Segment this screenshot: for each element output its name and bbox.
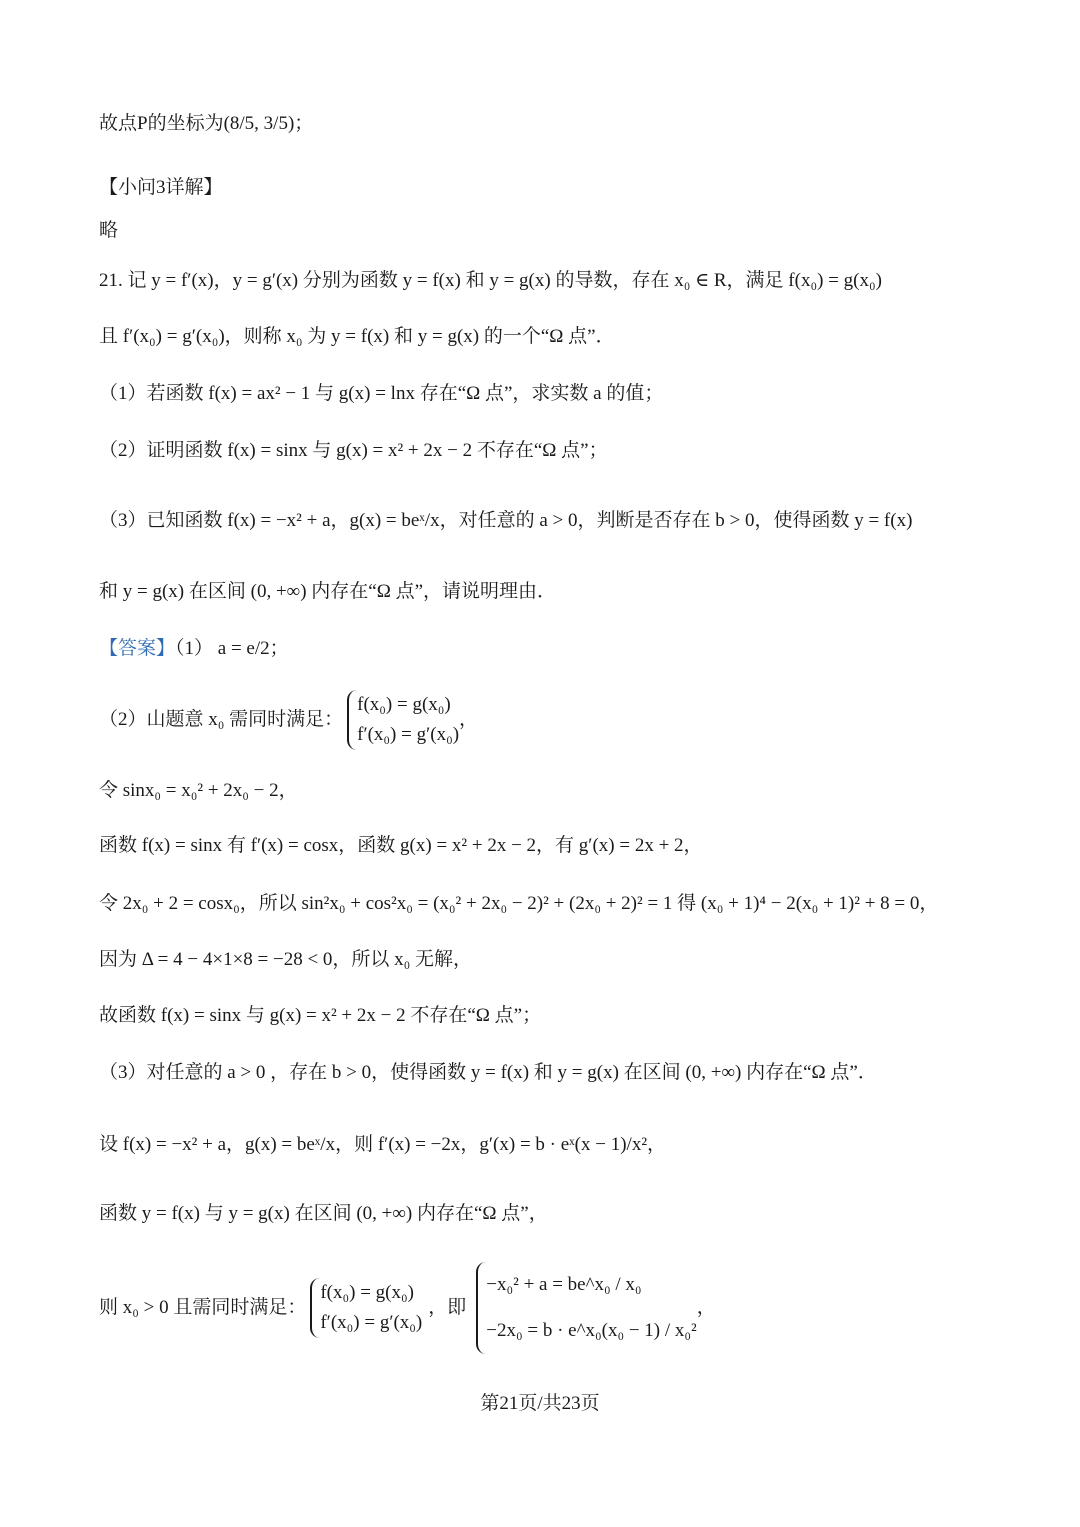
answer-line-10: 函数 y = f(x) 与 y = g(x) 在区间 (0, +∞) 内存在“Ω 点”，	[99, 1203, 548, 1224]
section-heading-q3: 【小问3详解】	[99, 177, 223, 198]
problem-21-part-3-cont: 和 y = g(x) 在区间 (0, +∞) 内存在“Ω 点”，请说明理由．	[99, 581, 557, 602]
equation-1a: f(x₀) = g(x₀)	[357, 694, 451, 715]
answer-line-8: （3）对任意的 a > 0 ，存在 b > 0，使得函数 y = f(x) 和 y = g(x) 在区间 (0, +∞) 内存在“Ω 点”．	[99, 1062, 877, 1083]
text-line-omitted: 略	[99, 220, 119, 241]
answer-line-11-intro: 则 x₀ > 0 且需同时满足：	[99, 1297, 307, 1318]
problem-21-stem: 21. 记 y = f′(x)，y = g′(x) 分别为函数 y = f(x) 和 y = g(x) 的导数，存在 x₀ ∈ R，满足 f(x₀) = g(x₀)	[99, 270, 882, 291]
equation-2a: f(x₀) = g(x₀)	[320, 1282, 414, 1303]
answer-line-5: 令 2x₀ + 2 = cosx₀，所以 sin²x₀ + cos²x₀ = (x₀² + 2x₀ − 2)² + (2x₀ + 2)² = 1 得 (x₀ + 1)⁴ − 2(x₀ + 1)² + 8 = 0，	[99, 893, 939, 914]
answer-line-2	[99, 690, 1020, 754]
problem-21-stem-cont: 且 f′(x₀) = g′(x₀)，则称 x₀ 为 y = f(x) 和 y = g(x) 的一个“Ω 点”．	[99, 326, 615, 347]
answer-part-2-intro: （2）山题意 x₀ 需同时满足：	[99, 709, 344, 730]
answer-line-11	[99, 1262, 1020, 1372]
problem-21-part-3: （3）已知函数 f(x) = −x² + a，g(x) = beˣ/x，对任意的 a > 0，判断是否存在 b > 0，使得函数 y = f(x)	[99, 510, 913, 531]
equation-system-3	[476, 1262, 696, 1354]
equation-3a: −x₀² + a = be^x₀ / x₀	[486, 1274, 642, 1295]
equation-3b: −2x₀ = b · e^x₀(x₀ − 1) / x₀²	[486, 1320, 697, 1341]
answer-part-1: （1） a = e/2；	[175, 638, 289, 659]
punctuation: ，	[459, 709, 479, 730]
answer-line-11-ie: ，即	[428, 1297, 467, 1318]
answer-tag: 【答案】	[99, 638, 176, 659]
answer-line-7: 故函数 f(x) = sinx 与 g(x) = x² + 2x − 2 不存在“Ω 点”；	[99, 1005, 542, 1026]
answer-line-1	[99, 635, 1020, 663]
equation-2b: f′(x₀) = g′(x₀)	[320, 1312, 423, 1333]
answer-line-3: 令 sinx₀ = x₀² + 2x₀ − 2，	[99, 780, 298, 801]
page-footer: 第21页/共23页	[480, 1393, 600, 1414]
problem-21-part-1: （1）若函数 f(x) = ax² − 1 与 g(x) = lnx 存在“Ω 点”，求实数 a 的值；	[99, 383, 664, 404]
equation-system-1	[347, 690, 459, 750]
punctuation: ，	[696, 1297, 716, 1318]
answer-line-4: 函数 f(x) = sinx 有 f′(x) = cosx，函数 g(x) = x² + 2x − 2，有 g′(x) = 2x + 2，	[99, 835, 703, 856]
equation-system-2	[310, 1278, 422, 1338]
problem-21-part-2: （2）证明函数 f(x) = sinx 与 g(x) = x² + 2x − 2 不存在“Ω 点”；	[99, 440, 608, 461]
answer-line-9: 设 f(x) = −x² + a，g(x) = beˣ/x，则 f′(x) = −2x，g′(x) = b · eˣ(x − 1)/x²，	[99, 1134, 667, 1155]
equation-1b: f′(x₀) = g′(x₀)	[357, 724, 460, 745]
text-line-point-p: 故点P的坐标为(8/5, 3/5)；	[99, 113, 314, 134]
answer-line-6: 因为 Δ = 4 − 4×1×8 = −28 < 0，所以 x₀ 无解，	[99, 949, 473, 970]
